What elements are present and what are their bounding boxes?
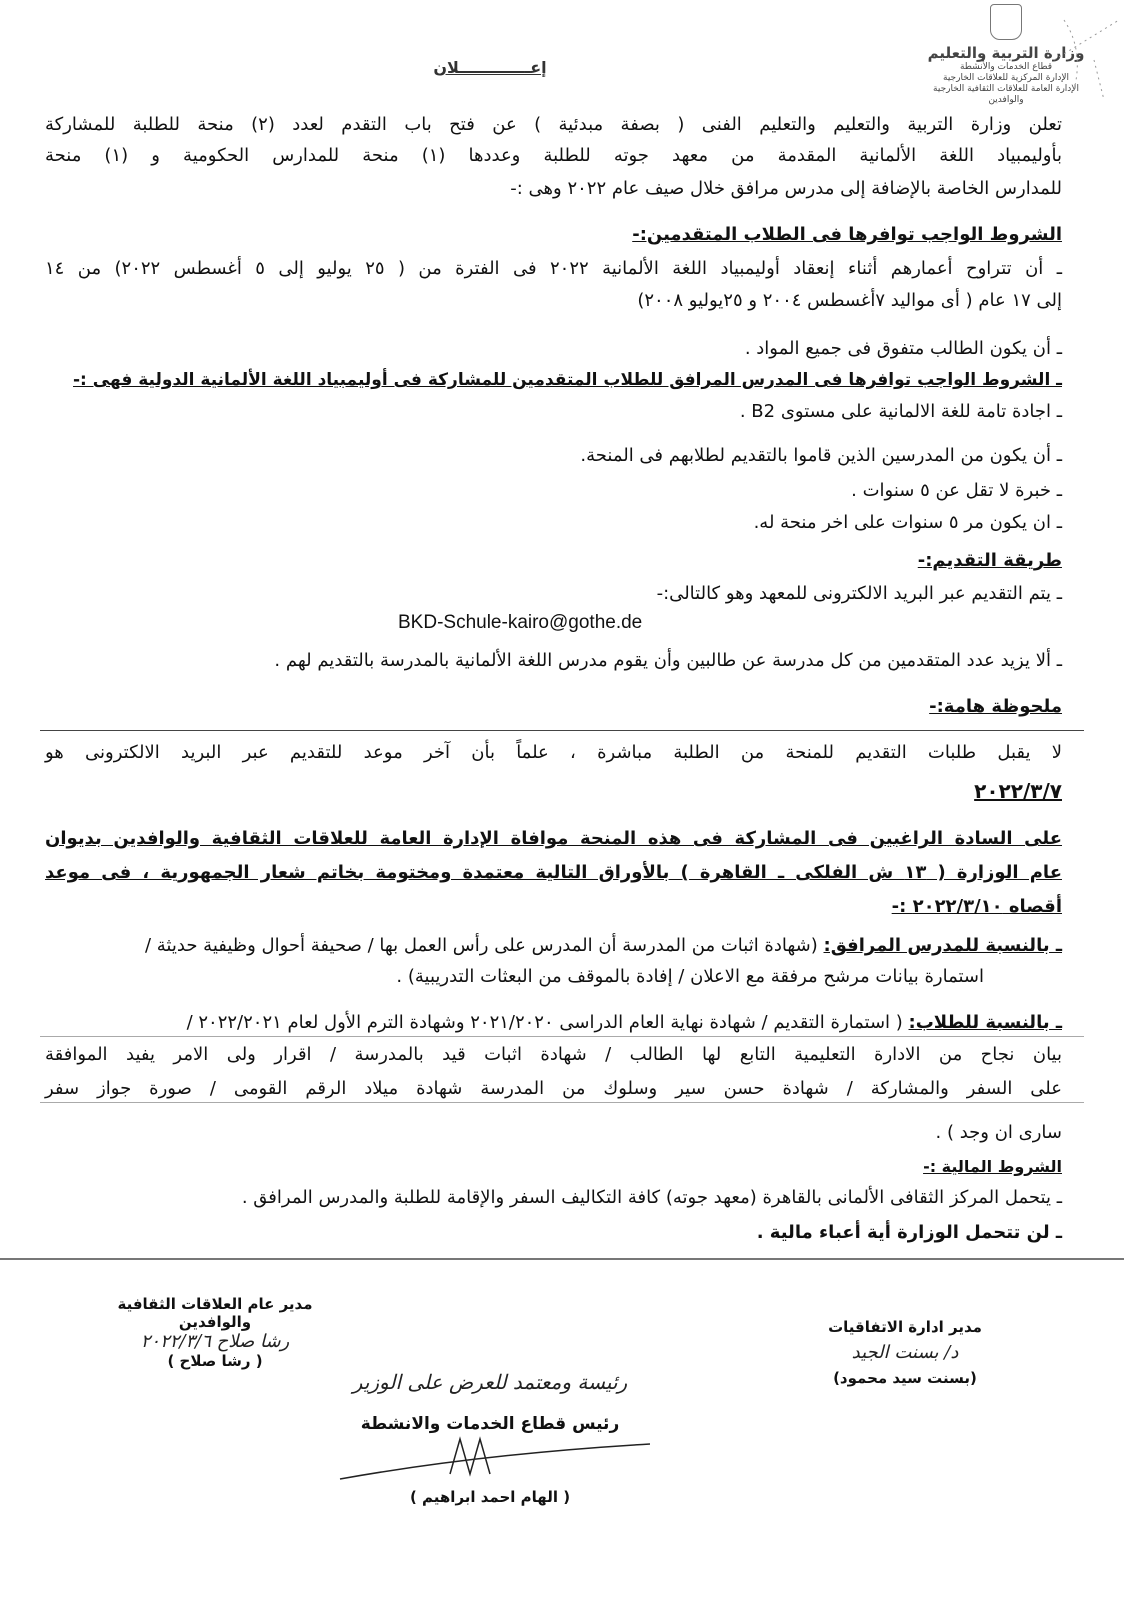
condition-line: ـ خبرة لا تقل عن ٥ سنوات . xyxy=(851,480,1062,501)
divider xyxy=(40,1036,1084,1037)
condition-line: ـ أن يكون من المدرسين الذين قاموا بالتقديم لطلابهم فى المنحة. xyxy=(580,445,1062,466)
note-line: لا يقبل طلبات التقديم للمنحة من الطلبة مباشرة ، علماً بأن آخر موعد للتقديم عبر البريد الالكترونى هو xyxy=(45,742,1062,763)
republic-eagle-emblem-icon xyxy=(990,4,1022,40)
signatory-title: رئيس قطاع الخدمات والانشطة xyxy=(360,1414,620,1434)
student-documents-line: على السفر والمشاركة / شهادة حسن سير وسلوك من المدرسة شهادة ميلاد الرقم القومى / صورة جواز سفر xyxy=(45,1078,1062,1099)
handwritten-signature: د/ بسنت الجيد xyxy=(851,1342,959,1363)
signatory-title: مدير عام العلاقات الثقافية والوافدين xyxy=(117,1295,313,1331)
teacher-documents-line: استمارة بيانات مرشح مرفقة مع الاعلان / إفادة بالموقف من البعثات التدريبية) . xyxy=(396,966,984,987)
intro-line: للمدارس الخاصة بالإضافة إلى مدرس مرافق خلال صيف عام ٢٠٢٢ وهى :- xyxy=(510,178,1062,199)
signature-cultural-relations xyxy=(95,1295,335,1370)
signatory-name: (بسنت سيد محمود) xyxy=(833,1369,977,1387)
deadline-date: ٢٠٢٢/٣/٧ xyxy=(974,779,1062,803)
teacher-documents-label: ـ بالنسبة للمدرس المرافق: xyxy=(823,935,1062,956)
signatory-title: مدير ادارة الاتفاقيات xyxy=(828,1318,982,1336)
condition-line: ـ اجادة تامة للغة الالمانية على مستوى B2 . xyxy=(739,401,1062,422)
handwritten-signature: رشا صلاح ٢٠٢٢/٣/٦ xyxy=(140,1331,290,1352)
application-heading: طريقة التقديم:- xyxy=(917,550,1062,571)
student-documents-text: ( استمارة التقديم / شهادة نهاية العام الدراسى ٢٠٢١/٢٠٢٠ وشهادة الترم الأول لعام ٢٠٢٢/٢٠٢١ / xyxy=(186,1012,903,1033)
condition-line: ـ أن تتراوح أعمارهم أثناء إنعقاد أوليمبياد اللغة الألمانية ٢٠٢٢ فى الفترة من ( ٢٥ يوليو إلى ٥ أغسطس ٢٠٢٢) من ١٤ xyxy=(45,258,1062,279)
note-bold-line: على السادة الراغبين فى المشاركة فى هذه المنحة موافاة الإدارة العامة للعلاقات الثقافية والوافدين بديوان xyxy=(45,828,1062,849)
teacher-documents xyxy=(45,933,1062,959)
divider xyxy=(40,730,1084,731)
announcement-title: إعـــــــــــــلان xyxy=(433,58,547,77)
signature-services-sector xyxy=(330,1370,650,1506)
letterhead-line: الإدارة المركزية للعلاقات الخارجية xyxy=(943,73,1069,83)
signature-agreements xyxy=(810,1318,1000,1387)
teacher-documents-text: (شهادة اثبات من المدرسة أن المدرس على رأس العمل بها / صحيفة أحوال وظيفية حديثة / xyxy=(145,935,818,956)
financial-heading: الشروط المالية :- xyxy=(923,1157,1062,1176)
margin-scribble-icon xyxy=(1044,0,1124,110)
signatory-name: ( الهام احمد ابراهيم ) xyxy=(409,1488,571,1506)
ministry-name: وزارة التربية والتعليم xyxy=(927,44,1085,62)
signatory-name: ( رشا صلاح ) xyxy=(167,1352,263,1370)
divider xyxy=(40,1102,1084,1103)
letterhead-line: قطاع الخدمات والأنشطة xyxy=(959,62,1053,72)
teacher-conditions-heading: ـ الشروط الواجب توافرها فى المدرس المرافق للطلاب المتقدمين للمشاركة فى أوليمبياد اللغة الألمانية الدولية فهى :- xyxy=(73,370,1062,390)
divider xyxy=(0,1258,1124,1260)
application-line: ـ يتم التقديم عبر البريد الالكترونى للمعهد وهو كالتالى:- xyxy=(656,583,1062,604)
note-heading: ملحوظة هامة:- xyxy=(929,696,1062,717)
letterhead-line: الإدارة العامة للعلاقات الثقافية الخارجية والوافدين xyxy=(933,84,1079,105)
intro-line: بأوليمبياد اللغة الألمانية المقدمة من معهد جوته للطلبة وعددها (١) منحة للمدارس الحكومية و (١) منحة xyxy=(45,145,1062,166)
handwritten-approval: رئيسة ومعتمد للعرض على الوزير xyxy=(352,1370,628,1394)
student-documents-label: ـ بالنسبة للطلاب: xyxy=(908,1012,1062,1033)
condition-line: ـ ان يكون مر ٥ سنوات على اخر منحة له. xyxy=(753,512,1062,533)
student-documents-line: بيان نجاح من الادارة التعليمية التابع لها الطالب / شهادة اثبات قيد بالمدرسة / اقرار ولى الامر يفيد الموافقة xyxy=(45,1044,1062,1065)
note-bold-line: عام الوزارة ( ١٣ ش الفلكى ـ القاهرة ) بالأوراق التالية معتمدة ومختومة بخاتم شعار الجمهورية ، فى موعد xyxy=(45,862,1062,883)
financial-line: ـ يتحمل المركز الثقافى الألمانى بالقاهرة (معهد جوته) كافة التكاليف السفر والإقامة للطلبة والمدرس المرافق . xyxy=(241,1187,1062,1208)
application-email: BKD-Schule-kairo@gothe.de xyxy=(398,612,643,633)
condition-line: ـ أن يكون الطالب متفوق فى جميع المواد . xyxy=(744,338,1062,359)
student-documents xyxy=(45,1010,1062,1036)
financial-line: ـ لن تتحمل الوزارة أية أعباء مالية . xyxy=(756,1222,1062,1243)
intro-line: تعلن وزارة التربية والتعليم والتعليم الفنى ( بصفة مبدئية ) عن فتح باب التقدم لعدد (٢) منحة للطلبة للمشاركة xyxy=(45,114,1062,135)
application-line: ـ ألا يزيد عدد المتقدمين من كل مدرسة عن طالبين وأن يقوم مدرس اللغة الألمانية بالمدرسة بالتقديم لهم . xyxy=(274,650,1062,671)
condition-line: إلى ١٧ عام ( أى مواليد ٧أغسطس ٢٠٠٤ و ٢٥يوليو ٢٠٠٨) xyxy=(637,290,1062,311)
note-bold-line: أقصاه ٢٠٢٢/٣/١٠ :- xyxy=(891,896,1062,917)
student-conditions-heading: الشروط الواجب توافرها فى الطلاب المتقدمين:- xyxy=(632,224,1062,245)
student-documents-line: سارى ان وجد ) . xyxy=(935,1122,1062,1143)
signature-stroke-icon xyxy=(330,1434,650,1484)
